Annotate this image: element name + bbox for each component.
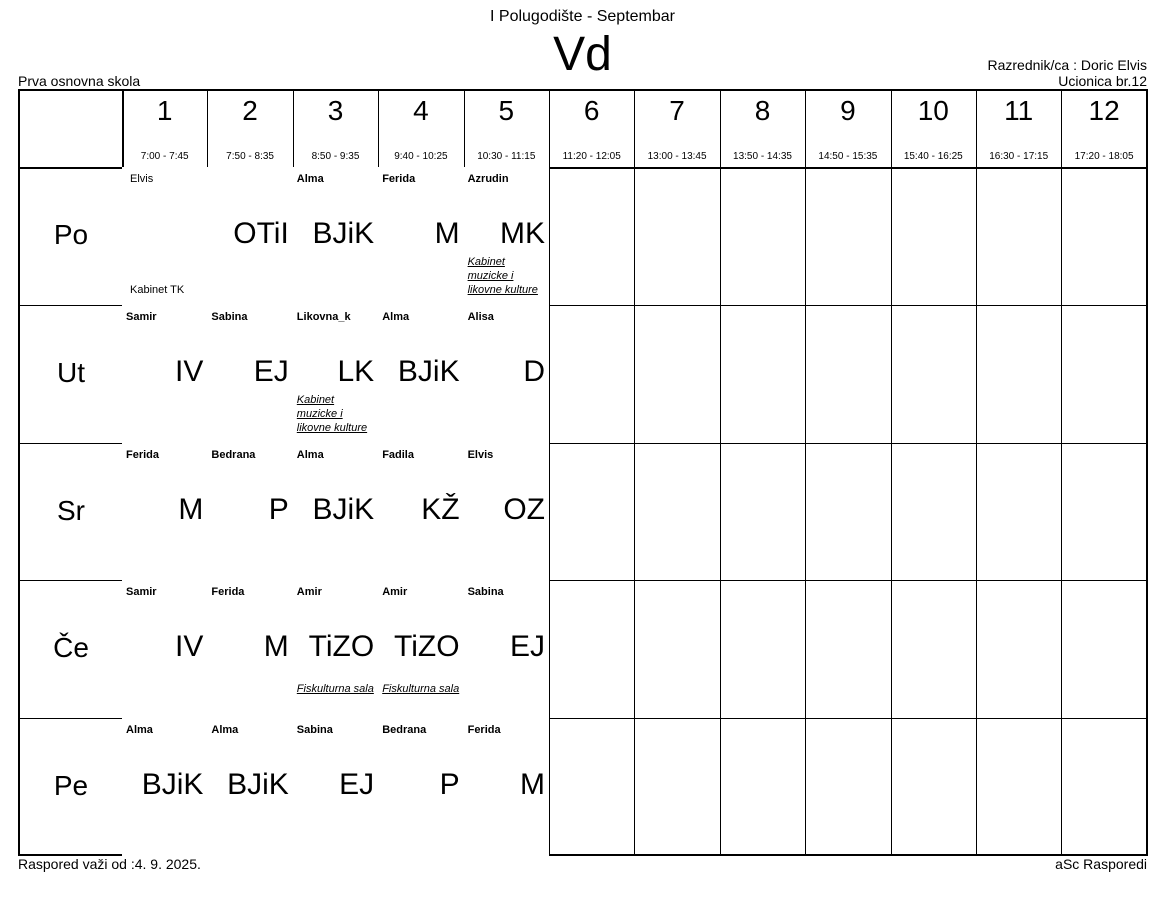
lesson-subject: BJiK [312,492,375,526]
day-label: Ut [57,356,85,388]
period-header [293,91,378,167]
valid-from-note: Raspored važi od :4. 9. 2025. [18,856,201,872]
lesson-cell[interactable] [464,443,549,581]
lesson-cell[interactable] [293,580,378,718]
lesson-teacher: Amir [382,586,408,599]
lesson-teacher: Ferida [382,173,416,185]
lesson-teacher: Samir [126,310,157,323]
lesson-cell[interactable] [293,718,378,856]
period-number: 7 [669,95,685,126]
lesson-teacher: Elvis [467,448,494,461]
period-header [122,91,207,167]
lesson-teacher: Elvis [130,173,154,185]
class-name-title: Vd [553,28,612,81]
lesson-teacher: Alma [126,724,153,737]
classroom-label: Ucionica br.12 [1058,73,1147,89]
period-time: 15:40 - 16:25 [903,151,963,162]
day-label: Če [53,632,89,664]
period-number: 4 [413,95,429,126]
period-number: 9 [840,95,856,126]
lesson-cell[interactable] [293,167,378,305]
lesson-cell[interactable] [464,305,549,443]
lesson-teacher: Alma [296,173,324,185]
lesson-cell[interactable] [293,443,378,581]
timetable-grid [18,89,1148,856]
lesson-subject: M [434,217,460,250]
lesson-cell[interactable] [378,167,463,305]
lesson-cell[interactable] [122,167,293,305]
grid-vertical-line [549,91,550,854]
lesson-teacher: Amir [296,586,322,599]
period-header [464,91,549,167]
lesson-teacher: Likovna_k [296,310,351,323]
lesson-subject: M [263,630,289,664]
lesson-teacher: Sabina [211,310,248,323]
period-time: 14:50 - 15:35 [818,151,878,162]
period-number: 2 [242,95,258,126]
lesson-cell[interactable] [207,718,292,856]
lesson-teacher: Sabina [467,586,504,599]
period-time: 11:20 - 12:05 [562,151,621,162]
period-time: 7:50 - 8:35 [226,151,274,162]
lesson-subject: BJiK [312,217,375,250]
period-header [805,91,890,167]
lesson-subject: MK [499,217,545,250]
grid-vertical-line [634,91,635,854]
period-number: 11 [1004,95,1034,126]
period-header [891,91,976,167]
lesson-subject: BJiK [227,768,289,802]
lesson-cell[interactable] [122,443,207,581]
lesson-room: Kabinet muzicke i likovne kulture [296,393,368,434]
period-header [378,91,463,167]
period-time: 16:30 - 17:15 [989,151,1049,162]
grid-vertical-line [1061,91,1062,854]
lesson-teacher: Bedrana [382,724,427,737]
grid-vertical-line [891,91,892,854]
lesson-subject: M [178,492,204,526]
grid-vertical-line [976,91,977,854]
lesson-subject: TiZO [394,630,460,664]
lesson-cell[interactable] [464,580,549,718]
day-label: Pe [53,770,89,802]
lesson-subject: OZ [503,492,545,526]
lesson-subject: BJiK [397,354,460,388]
day-label: Sr [57,494,85,526]
lesson-teacher: Sabina [296,724,333,737]
period-time: 7:00 - 7:45 [140,151,189,162]
period-header [207,91,292,167]
period-number: 3 [327,95,344,126]
lesson-room: Fiskulturna sala [382,683,460,696]
period-time: 10:30 - 11:15 [477,151,536,162]
period-number: 5 [498,95,515,126]
lesson-room: Kabinet muzicke i likovne kulture [467,256,538,296]
lesson-cell[interactable] [378,580,463,718]
lesson-cell[interactable] [378,305,463,443]
period-header [549,91,634,167]
lesson-cell[interactable] [122,718,207,856]
lesson-subject: BJiK [141,768,204,802]
lesson-subject: IV [175,354,204,388]
period-header [720,91,805,167]
lesson-cell[interactable] [464,718,549,856]
period-number: 12 [1088,95,1120,126]
lesson-subject: EJ [509,630,545,664]
period-time: 17:20 - 18:05 [1074,151,1134,162]
schedule-subtitle: I Polugodište - Septembar [490,8,675,25]
lesson-subject: IV [175,630,204,664]
lesson-subject: KŽ [421,492,460,526]
school-name: Prva osnovna skola [18,73,141,89]
period-number: 8 [754,95,771,126]
lesson-cell[interactable] [378,718,463,856]
period-time: 13:50 - 14:35 [733,151,792,162]
period-header [1061,91,1146,167]
lesson-subject: P [439,768,460,802]
period-number: 6 [583,95,600,126]
lesson-teacher: Ferida [126,448,160,461]
lesson-teacher: Bedrana [211,448,256,461]
lesson-teacher: Azrudin [467,173,509,185]
lesson-teacher: Alma [211,724,239,737]
day-label: Po [53,219,89,250]
lesson-subject: M [519,768,545,802]
lesson-teacher: Alma [382,310,410,323]
lesson-teacher: Samir [126,586,157,599]
period-header [634,91,719,167]
grid-vertical-line [805,91,806,854]
lesson-teacher: Ferida [467,724,501,737]
lesson-cell[interactable] [207,580,292,718]
lesson-subject: EJ [253,354,289,388]
period-time: 8:50 - 9:35 [311,151,360,162]
period-header [976,91,1061,167]
lesson-teacher: Ferida [211,586,245,599]
period-number: 1 [156,95,173,126]
lesson-teacher: Alisa [467,310,494,323]
lesson-teacher: Alma [296,448,324,461]
lesson-cell[interactable] [207,443,292,581]
lesson-teacher: Fadila [382,448,414,461]
lesson-subject: P [268,492,289,526]
period-time: 13:00 - 13:45 [647,151,707,162]
lesson-subject: D [523,354,545,388]
lesson-room: Fiskulturna sala [296,683,374,696]
lesson-room: Kabinet TK [130,284,185,296]
lesson-subject: EJ [339,768,375,802]
lesson-cell[interactable] [207,305,292,443]
software-credit: aSc Rasporedi [1055,856,1147,872]
lesson-subject: OTiI [233,217,289,250]
lesson-cell[interactable] [464,167,549,305]
period-time: 9:40 - 10:25 [394,151,448,162]
lesson-subject: TiZO [308,630,375,664]
grid-vertical-line [720,91,721,854]
lesson-cell[interactable] [122,305,207,443]
homeroom-teacher: Razrednik/ca : Doric Elvis [987,57,1147,73]
lesson-cell[interactable] [122,580,207,718]
lesson-cell[interactable] [293,305,378,443]
lesson-subject: LK [337,354,375,388]
lesson-cell[interactable] [378,443,463,581]
period-number: 10 [917,95,949,126]
